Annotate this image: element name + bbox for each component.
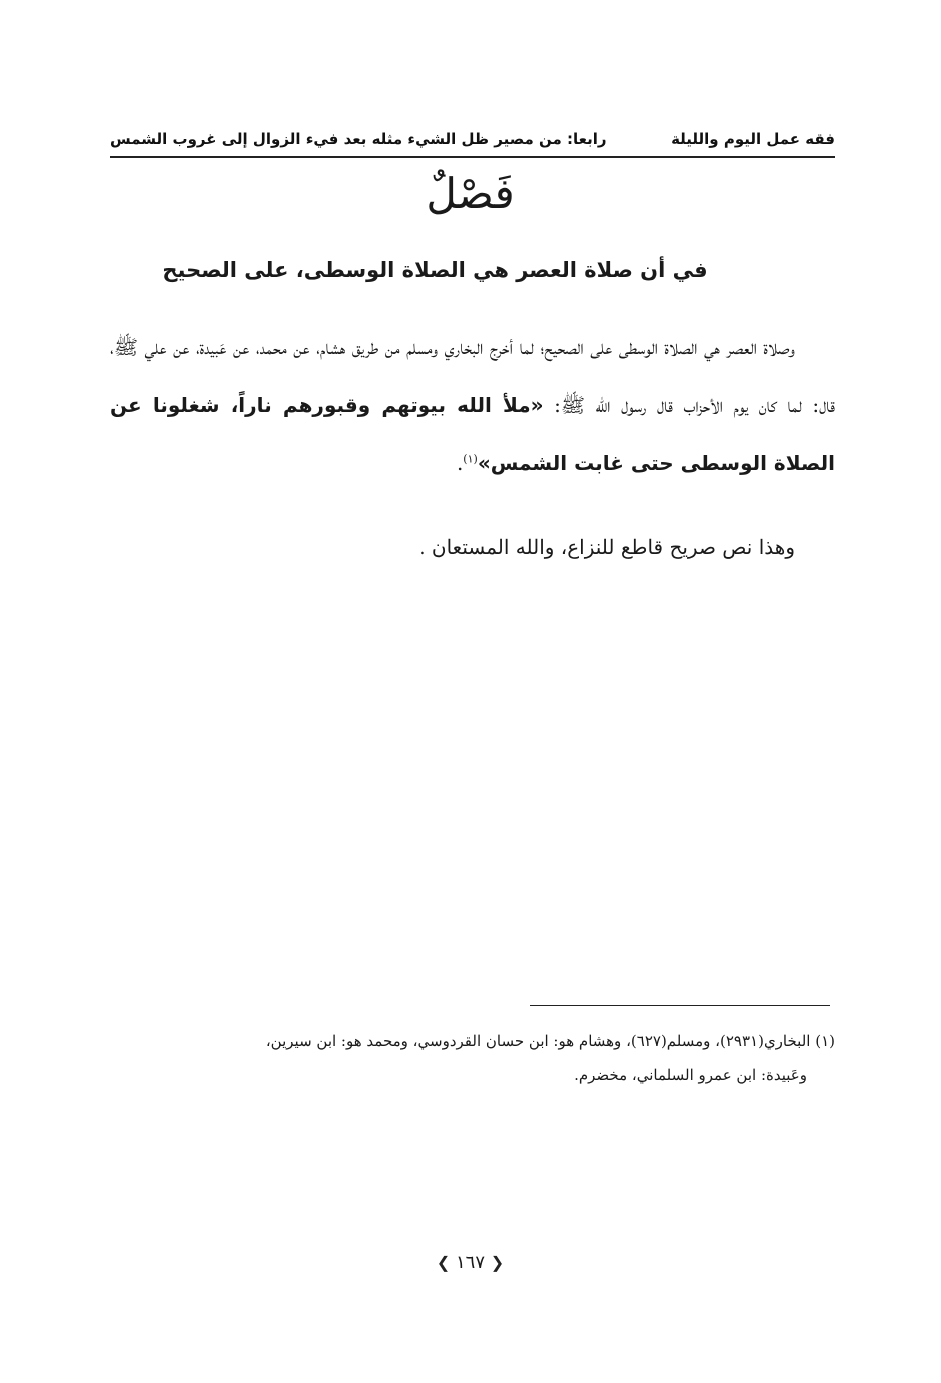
chapter-title: رابعا: من مصير ظل الشيء مثله بعد فيء الزوال إلى غروب الشمس	[110, 130, 607, 148]
page-number	[0, 1252, 941, 1273]
chapter-heading: في أن صلاة العصر هي الصلاة الوسطى، على الصحيح	[162, 258, 708, 282]
body-text	[110, 318, 835, 576]
paragraph-spacer	[110, 492, 835, 518]
book-title: فقه عمل اليوم والليلة	[671, 130, 835, 148]
paragraph-1-end: .	[456, 451, 464, 475]
footnotes	[110, 1024, 835, 1092]
running-header	[110, 122, 835, 156]
ornament-right-icon: ❯	[490, 1253, 505, 1272]
footnote-reference[interactable]: (١)	[463, 452, 478, 466]
section-title: فَصْلٌ	[426, 169, 515, 218]
paragraph-1	[110, 318, 835, 492]
footnote-rule	[530, 1005, 830, 1006]
ornament-left-icon: ❮	[436, 1253, 451, 1272]
header-rule	[110, 156, 835, 158]
paragraph-1-intro: وصلاة العصر هي الصلاة الوسطى على الصحيح؛ لما أخرج البخاري ومسلم من طريق هشام، عن محمد، عن عَبيدة، عن علي ﷺ، قال: لما كان يوم الأحزاب قال رسول الله ﷺ:	[110, 335, 836, 417]
footnote-1-line-1: (١) البخاري(٢٩٣١)، ومسلم(٦٢٧)، وهشام هو: ابن حسان القردوسي، ومحمد هو: ابن سيرين،	[265, 1032, 835, 1050]
hadith-quote: «ملأ الله بيوتهم وقبورهم ناراً، شغلونا عن الصلاة الوسطى حتى غابت الشمس»	[110, 393, 835, 475]
page-number-value: ١٦٧	[455, 1252, 485, 1273]
footnote-1-line-2: وعَبيدة: ابن عمرو السلماني، مخضرم.	[574, 1066, 807, 1084]
paragraph-2: وهذا نص صريح قاطع للنزاع، والله المستعان .	[419, 535, 795, 559]
